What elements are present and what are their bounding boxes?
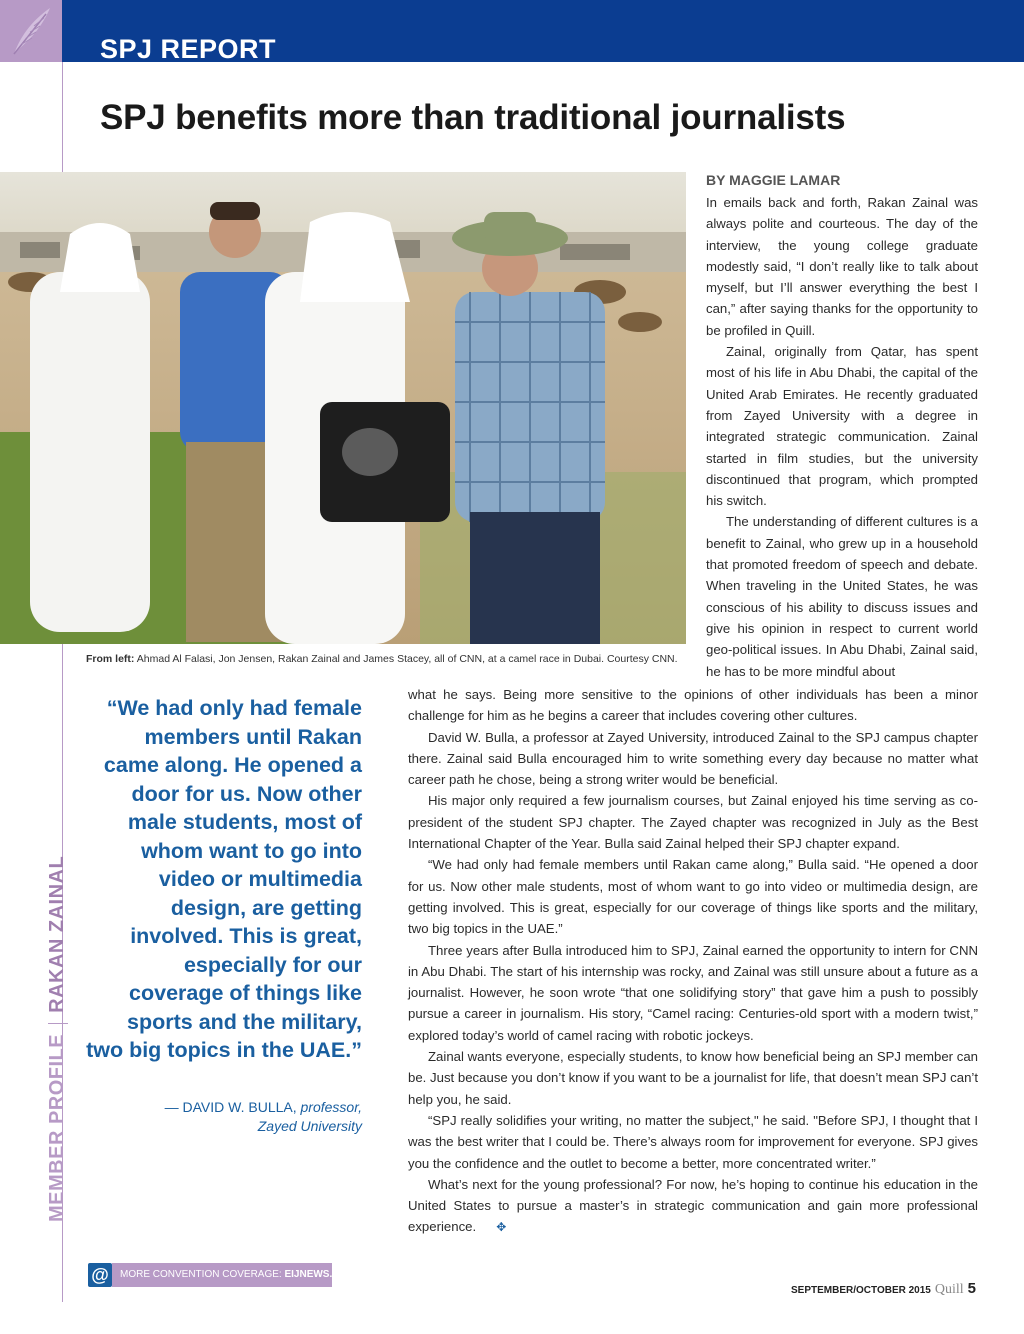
caption-lead: From left: <box>86 653 135 665</box>
side-label-name: RAKAN ZAINAL <box>46 855 68 1013</box>
paragraph-text: What’s next for the young professional? For now, he’s hoping to continue his education in the United States to pursue a master’s in strategic communication and gain more professional experience. <box>408 1176 978 1235</box>
paragraph-final <box>408 1174 978 1238</box>
coverage-label: MORE CONVENTION COVERAGE: <box>120 1269 282 1280</box>
paragraph: David W. Bulla, a professor at Zayed University, introduced Zainal to the SPJ campus chapter there. Zainal said Bulla encouraged him to write something every day because no matter what career path he chose, being a strong writer would be beneficial. <box>408 729 978 788</box>
article-column-wide <box>408 684 978 1238</box>
pull-quote: “We had only had female members until Rakan came along. He opened a door for us. Now other male students, most of whom want to go into video or multimedia design, are getting involved. This is great, especially for our coverage of things like sports and the military, two big topics in the UAE.” <box>86 696 362 1062</box>
photo-caption <box>86 653 686 665</box>
magazine-name: Quill <box>934 1282 964 1297</box>
attribution-name: — DAVID W. BULLA, <box>164 1099 297 1115</box>
coverage-link[interactable] <box>112 1263 356 1287</box>
article-column-right <box>706 192 978 682</box>
article-title: SPJ benefits more than traditional journalists <box>100 98 846 137</box>
end-mark-icon: ✥ <box>496 1220 507 1235</box>
section-label: SPJ REPORT <box>100 34 277 64</box>
side-label-category: MEMBER PROFILE <box>46 1033 68 1222</box>
paragraph: The understanding of different cultures is a benefit to Zainal, who grew up in a household that promoted freedom of speech and debate. When traveling in the United States, he was conscious of his ability to discuss issues and give his opinion in respect to current world geo-political issues. In Abu Dhabi, Zainal said, he has to be more mindful about <box>706 514 978 679</box>
paragraph: Zainal wants everyone, especially students, to know how beneficial being an SPJ member can be. Just because you don’t know if you want to be a journalist for life, that doesn’t mean SPJ can’t help you, he said. <box>408 1049 978 1107</box>
coverage-url[interactable]: EIJNEWS.ORG <box>284 1269 356 1280</box>
attribution-affiliation: Zayed University <box>257 1118 362 1134</box>
side-label-divider <box>48 1023 68 1024</box>
paragraph: “We had only had female members until Rakan came along,” Bulla said. “He opened a door for us. Now other male students, most of whom want to go into video or multimedia design, are getting involved. This is great, especially for our coverage of things like sports and the military, two big topics in the UAE.” <box>408 857 978 937</box>
byline: BY MAGGIE LAMAR <box>706 172 841 188</box>
feather-icon <box>6 4 56 58</box>
paragraph: Zainal, originally from Qatar, has spent most of his life in Abu Dhabi, the capital of the United Arab Emirates. He recently graduated from Zayed University with a degree in integrated strategic communication. Zainal started in film studies, but the university discontinued that program, which prompted his switch. <box>706 344 978 509</box>
issue-date: SEPTEMBER/OCTOBER 2015 <box>791 1285 931 1296</box>
page-number: 5 <box>967 1280 976 1297</box>
paragraph: what he says. Being more sensitive to the opinions of other individuals has been a minor challenge for him as he begins a career that includes covering other cultures. <box>408 687 978 724</box>
paragraph: Three years after Bulla introduced him to SPJ, Zainal earned the opportunity to intern for CNN in Abu Dhabi. The start of his internship was rocky, and Zainal was still unsure about a future as a journalist. However, he soon wrote “that one solidifying story” that gave him a push to possibly pursue a career in journalism. His story, “Camel racing: Centuries-old sport with a modern twist,” explored today’s world of camel racing with robotic jockeys. <box>408 942 978 1043</box>
side-section-label <box>46 856 69 1222</box>
caption-text: Ahmad Al Falasi, Jon Jensen, Rakan Zainal and James Stacey, all of CNN, at a camel race in Dubai. Courtesy CNN. <box>134 653 678 665</box>
paragraph: “SPJ really solidifies your writing, no matter the subject," he said. "Before SPJ, I thought that I was the best writer that I could be. There’s always room for improvement for everyone. SPJ gives you the confidence and the outlet to become a better, more concentrated writer.” <box>408 1112 978 1171</box>
attribution-role: professor, <box>300 1099 362 1115</box>
page-folio <box>791 1280 976 1298</box>
at-icon: @ <box>88 1263 112 1287</box>
paragraph: In emails back and forth, Rakan Zainal was always polite and courteous. The day of the interview, the young college graduate modestly said, “I don’t really like to talk about myself, but I’ll answer everything the best I can,” after saying thanks for the opportunity to be profiled in Quill. <box>706 195 978 338</box>
feather-logo-box <box>0 0 62 62</box>
paragraph: His major only required a few journalism courses, but Zainal enjoyed his time serving as co-president of the student SPJ chapter. The Zayed chapter was recognized in July as the Best International Chapter of the Year. Bulla said Zainal helped their SPJ chapter expand. <box>408 793 978 852</box>
article-photo <box>0 172 686 644</box>
pull-quote-attribution <box>86 1098 362 1136</box>
